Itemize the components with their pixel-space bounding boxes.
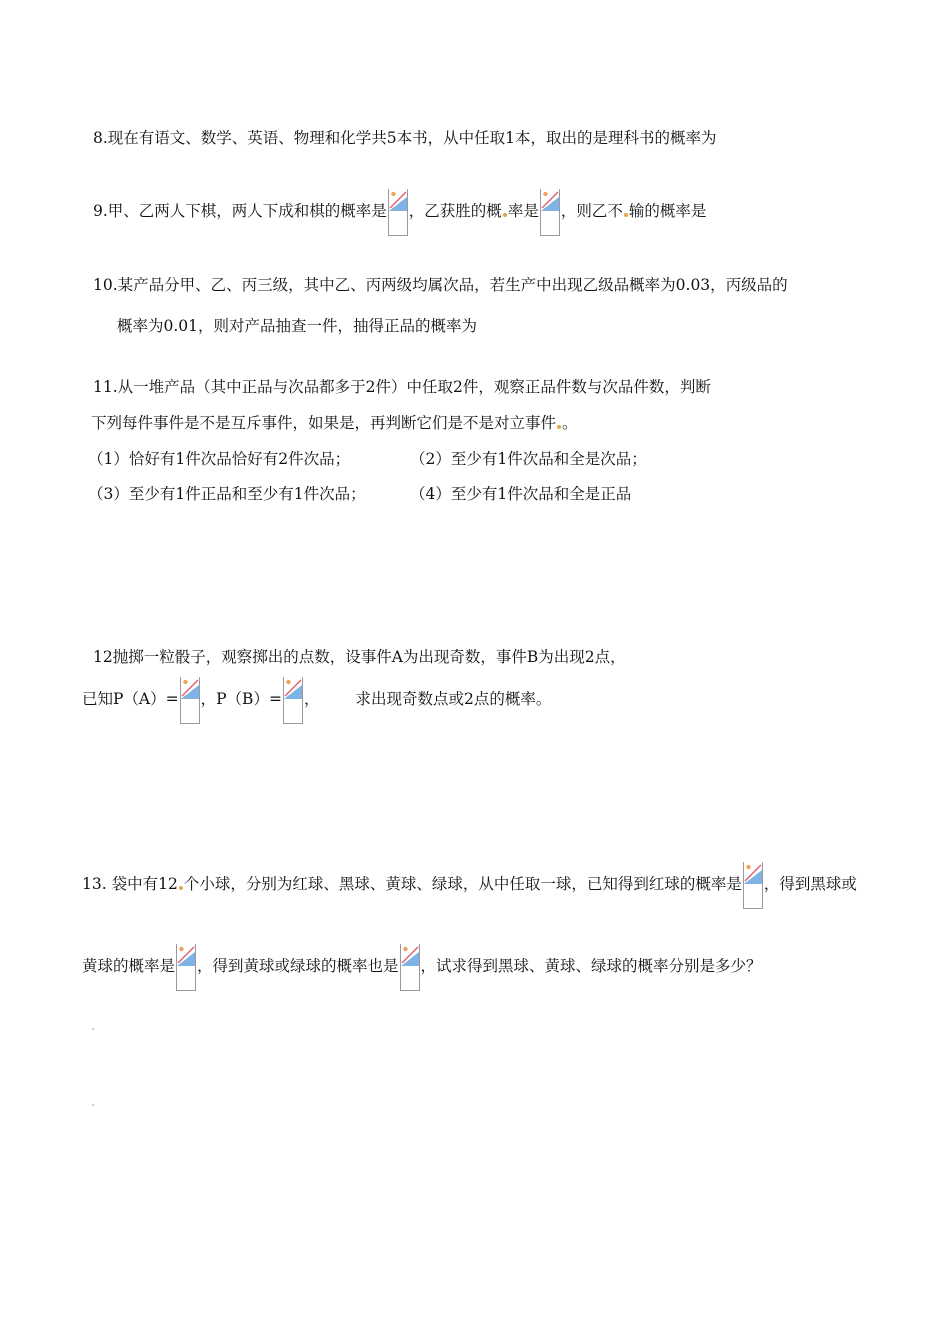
question-10-text-1: 10.某产品分甲、乙、丙三级，其中乙、丙两级均属次品，若生产中出现乙级品概率为0.03，丙级品的 [93,276,788,294]
question-12-text-2: 已知P（A）= [82,690,179,708]
scan-speck [92,1028,94,1030]
question-11-option-2 [410,449,647,469]
broken-image-icon [388,189,408,236]
question-9-text-1: 9.甲、乙两人下棋，两人下成和棋的概率是 [93,202,387,220]
question-9-text-2: ，乙获胜的概 [408,202,502,220]
question-11-line-2 [91,413,578,433]
question-13-text-3: ，得到黑球或 [763,875,857,893]
question-8-text: 8.现在有语文、数学、英语、物理和化学共5本书，从中任取1本，取出的是理科书的概率为 [93,129,717,147]
question-11-option-3 [88,484,366,504]
question-8 [93,128,717,148]
question-10-line-2 [117,316,477,336]
question-11-option-4 [410,484,631,504]
broken-image-icon [540,189,560,236]
broken-image-icon [180,677,200,724]
option-4-text: （4）至少有1件次品和全是正品 [410,485,632,503]
scan-speck [92,1104,94,1106]
broken-image-icon [176,944,196,991]
question-13-text-2: 个小球，分别为红球、黑球、黄球、绿球，从中任取一球，已知得到红球的概率是 [183,875,742,893]
annotation-mark [624,213,628,217]
question-9-text-4: ，则乙不 [560,202,623,220]
option-1-text: （1）恰好有1件次品恰好有2件次品； [88,450,351,468]
question-11-text-2: 下列每件事件是不是互斥事件，如果是，再判断它们是不是对立事件 [91,414,557,432]
question-9-text-3: 率是 [507,202,539,220]
question-9 [93,201,706,236]
question-13-text-1: 13. 袋中有12 [82,875,178,893]
annotation-mark [179,886,183,890]
question-11-line-1 [93,377,711,397]
question-12-text-4: ， [303,690,320,708]
question-13-text-4: 黄球的概率是 [82,957,176,975]
question-11-text-1: 11.从一堆产品（其中正品与次品都多于2件）中任取2件，观察正品件数与次品件数，判断 [93,378,711,396]
broken-image-icon [283,677,303,724]
option-3-text: （3）至少有1件正品和至少有1件次品； [88,485,366,503]
question-10-text-2: 概率为0.01，则对产品抽查一件，抽得正品的概率为 [117,317,478,335]
question-12-text-3: ，P（B）= [200,690,282,708]
question-12-text-1: 12抛掷一粒骰子，观察掷出的点数，设事件A为出现奇数，事件B为出现2点， [93,648,626,666]
question-13-text-5: ，得到黄球或绿球的概率也是 [197,957,399,975]
question-12-line-1 [93,647,626,667]
question-9-text-5: 输的概率是 [628,202,707,220]
question-13-text-6: ，试求得到黑球、黄球、绿球的概率分别是多少？ [420,957,762,975]
question-10-line-1 [93,275,788,295]
question-12-text-5: 求出现奇数点或2点的概率。 [355,690,552,708]
question-13-line-2 [82,956,762,991]
question-13-line-1 [82,874,857,909]
broken-image-icon [743,862,763,909]
question-12-line-2 [82,689,551,724]
question-11-option-1 [88,449,350,469]
annotation-mark [503,213,507,217]
option-2-text: （2）至少有1件次品和全是次品； [410,450,647,468]
broken-image-icon [400,944,420,991]
question-11-text-2-end: 。 [562,414,578,432]
annotation-mark [557,425,561,429]
